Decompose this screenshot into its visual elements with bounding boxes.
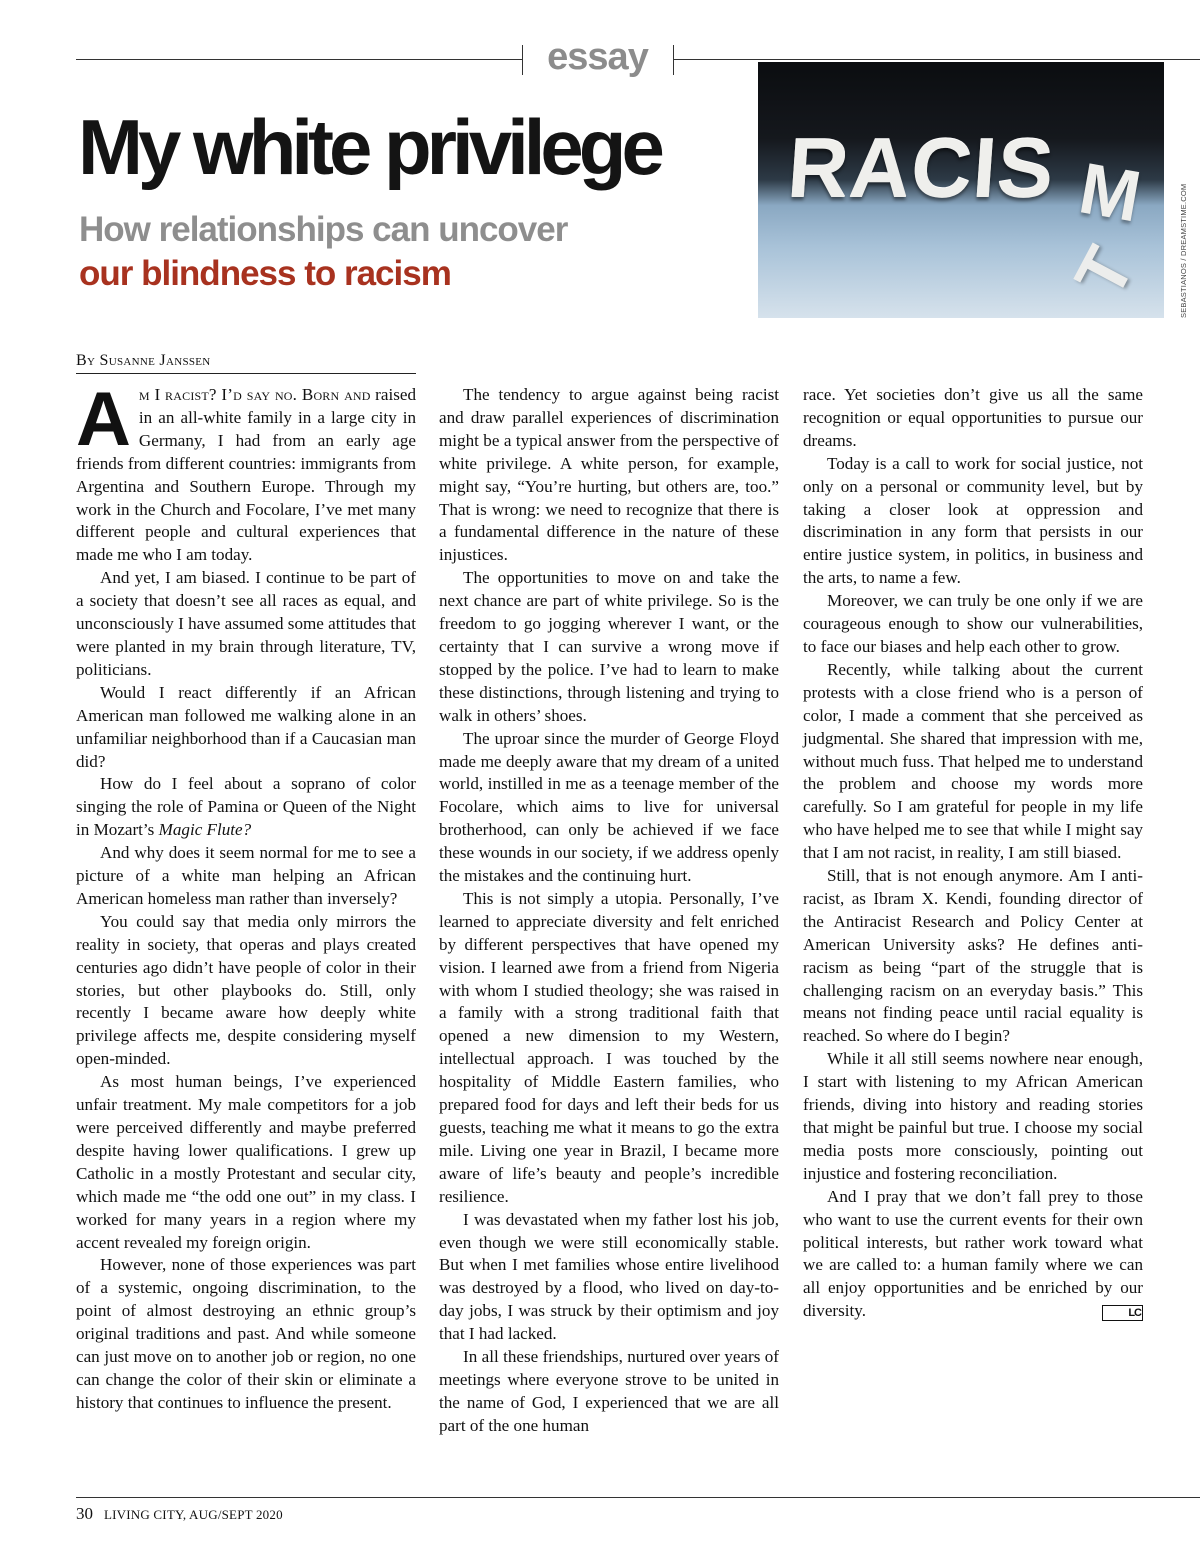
article-paragraph: I was devastated when my father lost his job, even though we were still economically stable. But when I met families whose entire livelihood was destroyed by a flood, who lived on day-to-day jobs, I was struck by their optimism and joy that I had lacked. (439, 1209, 779, 1344)
article-paragraph: Moreover, we can truly be one only if we are courageous enough to show our vulnerabilities, to face our biases and help each other to grow. (803, 591, 1143, 656)
article-paragraph: And why does it seem normal for me to see a picture of a white man helping an African American homeless man rather than inversely? (76, 843, 416, 908)
lead-in: m I racist? I’d say no. Born and (138, 385, 371, 404)
article-paragraph: As most human beings, I’ve experienced unfair treatment. My male competitors for a job were perceived differently and maybe preferred despite having lower qualifications. I grew up Catholic in a mostly Protestant and secular city, which made me “the odd one out” in my class. I worked for many years in a region where my accent revealed my foreign origin. (76, 1072, 416, 1252)
article-column-2 (439, 384, 779, 1438)
article-paragraph: And yet, I am biased. I continue to be part of a society that doesn’t see all races as equal, and unconsciously I have assumed some attitudes that were planted in my brain through literature, TV, politicians. (76, 568, 416, 679)
photo-credit: SEBASTIANOS / DREAMSTIME.COM (1179, 183, 1188, 318)
photo-letters-racis: RACIS (784, 121, 1058, 215)
article-paragraph: The tendency to argue against being racist and draw parallel experiences of discrimination might be a typical answer from the perspective of white privilege. A white person, for example, might say, “You’re hurting, but others are, too.” That is wrong: we need to recognize that there is a fundamental difference in the nature of these injustices. (439, 385, 779, 565)
article-paragraph: Still, that is not enough anymore. Am I anti-racist, as Ibram X. Kendi, founding director of the Antiracist Research and Policy Center at American University asks? He defines anti-racism as being “part of the struggle that is challenging racism on an everyday basis.” This means not finding peace until racial equality is reached. So where do I begin? (803, 866, 1143, 1046)
article-paragraph: However, none of those experiences was part of a systemic, ongoing discrimination, to the point of almost destroying an ethnic group’s original traditions and past. And while someone can just move on to another job or region, no one can change the color of their skin or eliminate a history that continues to influence the present. (76, 1255, 416, 1412)
article-paragraph: While it all still seems nowhere near enough, I start with listening to my African American friends, diving into history and reading stories that might be painful but true. I choose my social media posts more consciously, pointing out injustice and fostering reconciliation. (803, 1049, 1143, 1183)
header-rule-left (76, 59, 522, 60)
page-number: 30 (76, 1504, 93, 1523)
article-paragraph: The opportunities to move on and take the next chance are part of white privilege. So is the freedom to go jogging wherever I want, or the certainty that I can survive a wrong move if stopped by the police. I’ve had to learn to make these distinctions, through listening and trying to walk in others’ shoes. (439, 568, 779, 725)
article-paragraph: Today is a call to work for social justice, not only on a personal or community level, but by taking a closer look at oppression and discrimination in any form that persists in our entire justice system, in politics, in business and the arts, to name a few. (803, 453, 1143, 588)
drop-cap: A (76, 377, 131, 462)
article-paragraph: Recently, while talking about the current protests with a close friend who is a person of color, I made a comment that she perceived as judgmental. She shared that impression with me, without much fuss. That helped me to understand the problem and choose my words more carefully. So I am grateful for people in my life who have helped me to see that while I might say that I am not racist, in reality, I am still biased. (803, 659, 1143, 863)
article-paragraph: The uproar since the murder of George Floyd made me deeply aware that my dream of a united world, instilled in me as a teenage member of the Focolare, which aims to live for universal brotherhood, can only be achieved if we face these wounds in our society, if we address openly the mistakes and the continuing hurt. (439, 728, 779, 886)
article-column-3 (803, 384, 1143, 1323)
photo-letter-m: M (1073, 148, 1147, 238)
article-paragraph: This is not simply a utopia. Personally, I’ve learned to appreciate diversity and felt enriched by different perspectives that have opened my vision. I learned awe from a friend from Nigeria with whom I studied theology; she was raised in a family with a strong traditional faith that opened a new dimension to my Western, intellectual approach. I was touched by the hospitality of Middle Eastern families, who prepared food for days and left their beds for us guests, teaching me what it means to go the extra mile. Living one year in Brazil, I became more aware of life’s beauty and people’s incredible resilience. (439, 888, 779, 1206)
racism-photo (758, 62, 1164, 318)
end-mark-logo: LC (1102, 1305, 1143, 1321)
photo-letter-t: T (1059, 234, 1149, 310)
footer-rule (76, 1497, 1200, 1498)
opera-title: Magic Flute? (158, 820, 252, 840)
article-paragraph: In all these friendships, nurtured over years of meetings where everyone strove to be united in the name of God, I experienced that we are all part of the one human (439, 1347, 779, 1435)
article-column-1 (76, 377, 416, 1415)
header-rule-right (673, 59, 1200, 60)
paragraph-text: raised in an all-white family in a large city in Germany, I had from an early age friends from different countries: immigrants from Argentina and Southern Europe. Through my work in the Church and Focolare, I’ve met many different people and cultural experiences that made me who I am today. (76, 385, 416, 565)
article-paragraph: You could say that media only mirrors the reality in society, that operas and plays created centuries ago didn’t have people of color in their stories, but other playbooks do. Still, only recently I became aware how deeply white privilege affects me, despite considering myself open-minded. (76, 911, 416, 1069)
article-paragraph (76, 377, 416, 567)
headline: My white privilege (78, 103, 660, 191)
subhead-line-1: How relationships can uncover (79, 210, 568, 249)
subhead-line-2: our blindness to racism (79, 254, 451, 293)
header-rule-tick-right (673, 45, 674, 75)
section-label: essay (547, 36, 648, 78)
byline: By Susanne Janssen (76, 352, 416, 374)
paragraph-text: And I pray that we don’t fall prey to those who want to use the current events for their own political interests, but rather work toward what we are called to: a human family where we can all enjoy opportunities and be enriched by our diversity. (803, 1186, 1143, 1321)
publication-info: LIVING CITY, AUG/SEPT 2020 (104, 1507, 283, 1522)
article-paragraph: race. Yet societies don’t give us all the same recognition or equal opportunities to pursue our dreams. (803, 385, 1143, 450)
article-paragraph (803, 1186, 1143, 1323)
article-paragraph: Would I react differently if an African American man followed me walking alone in an unfamiliar neighborhood than if a Caucasian man did? (76, 682, 416, 771)
article-paragraph (76, 773, 416, 842)
paragraph-text: How do I feel about a soprano of color singing the role of Pamina or Queen of the Night in Mozart’s (76, 774, 416, 840)
